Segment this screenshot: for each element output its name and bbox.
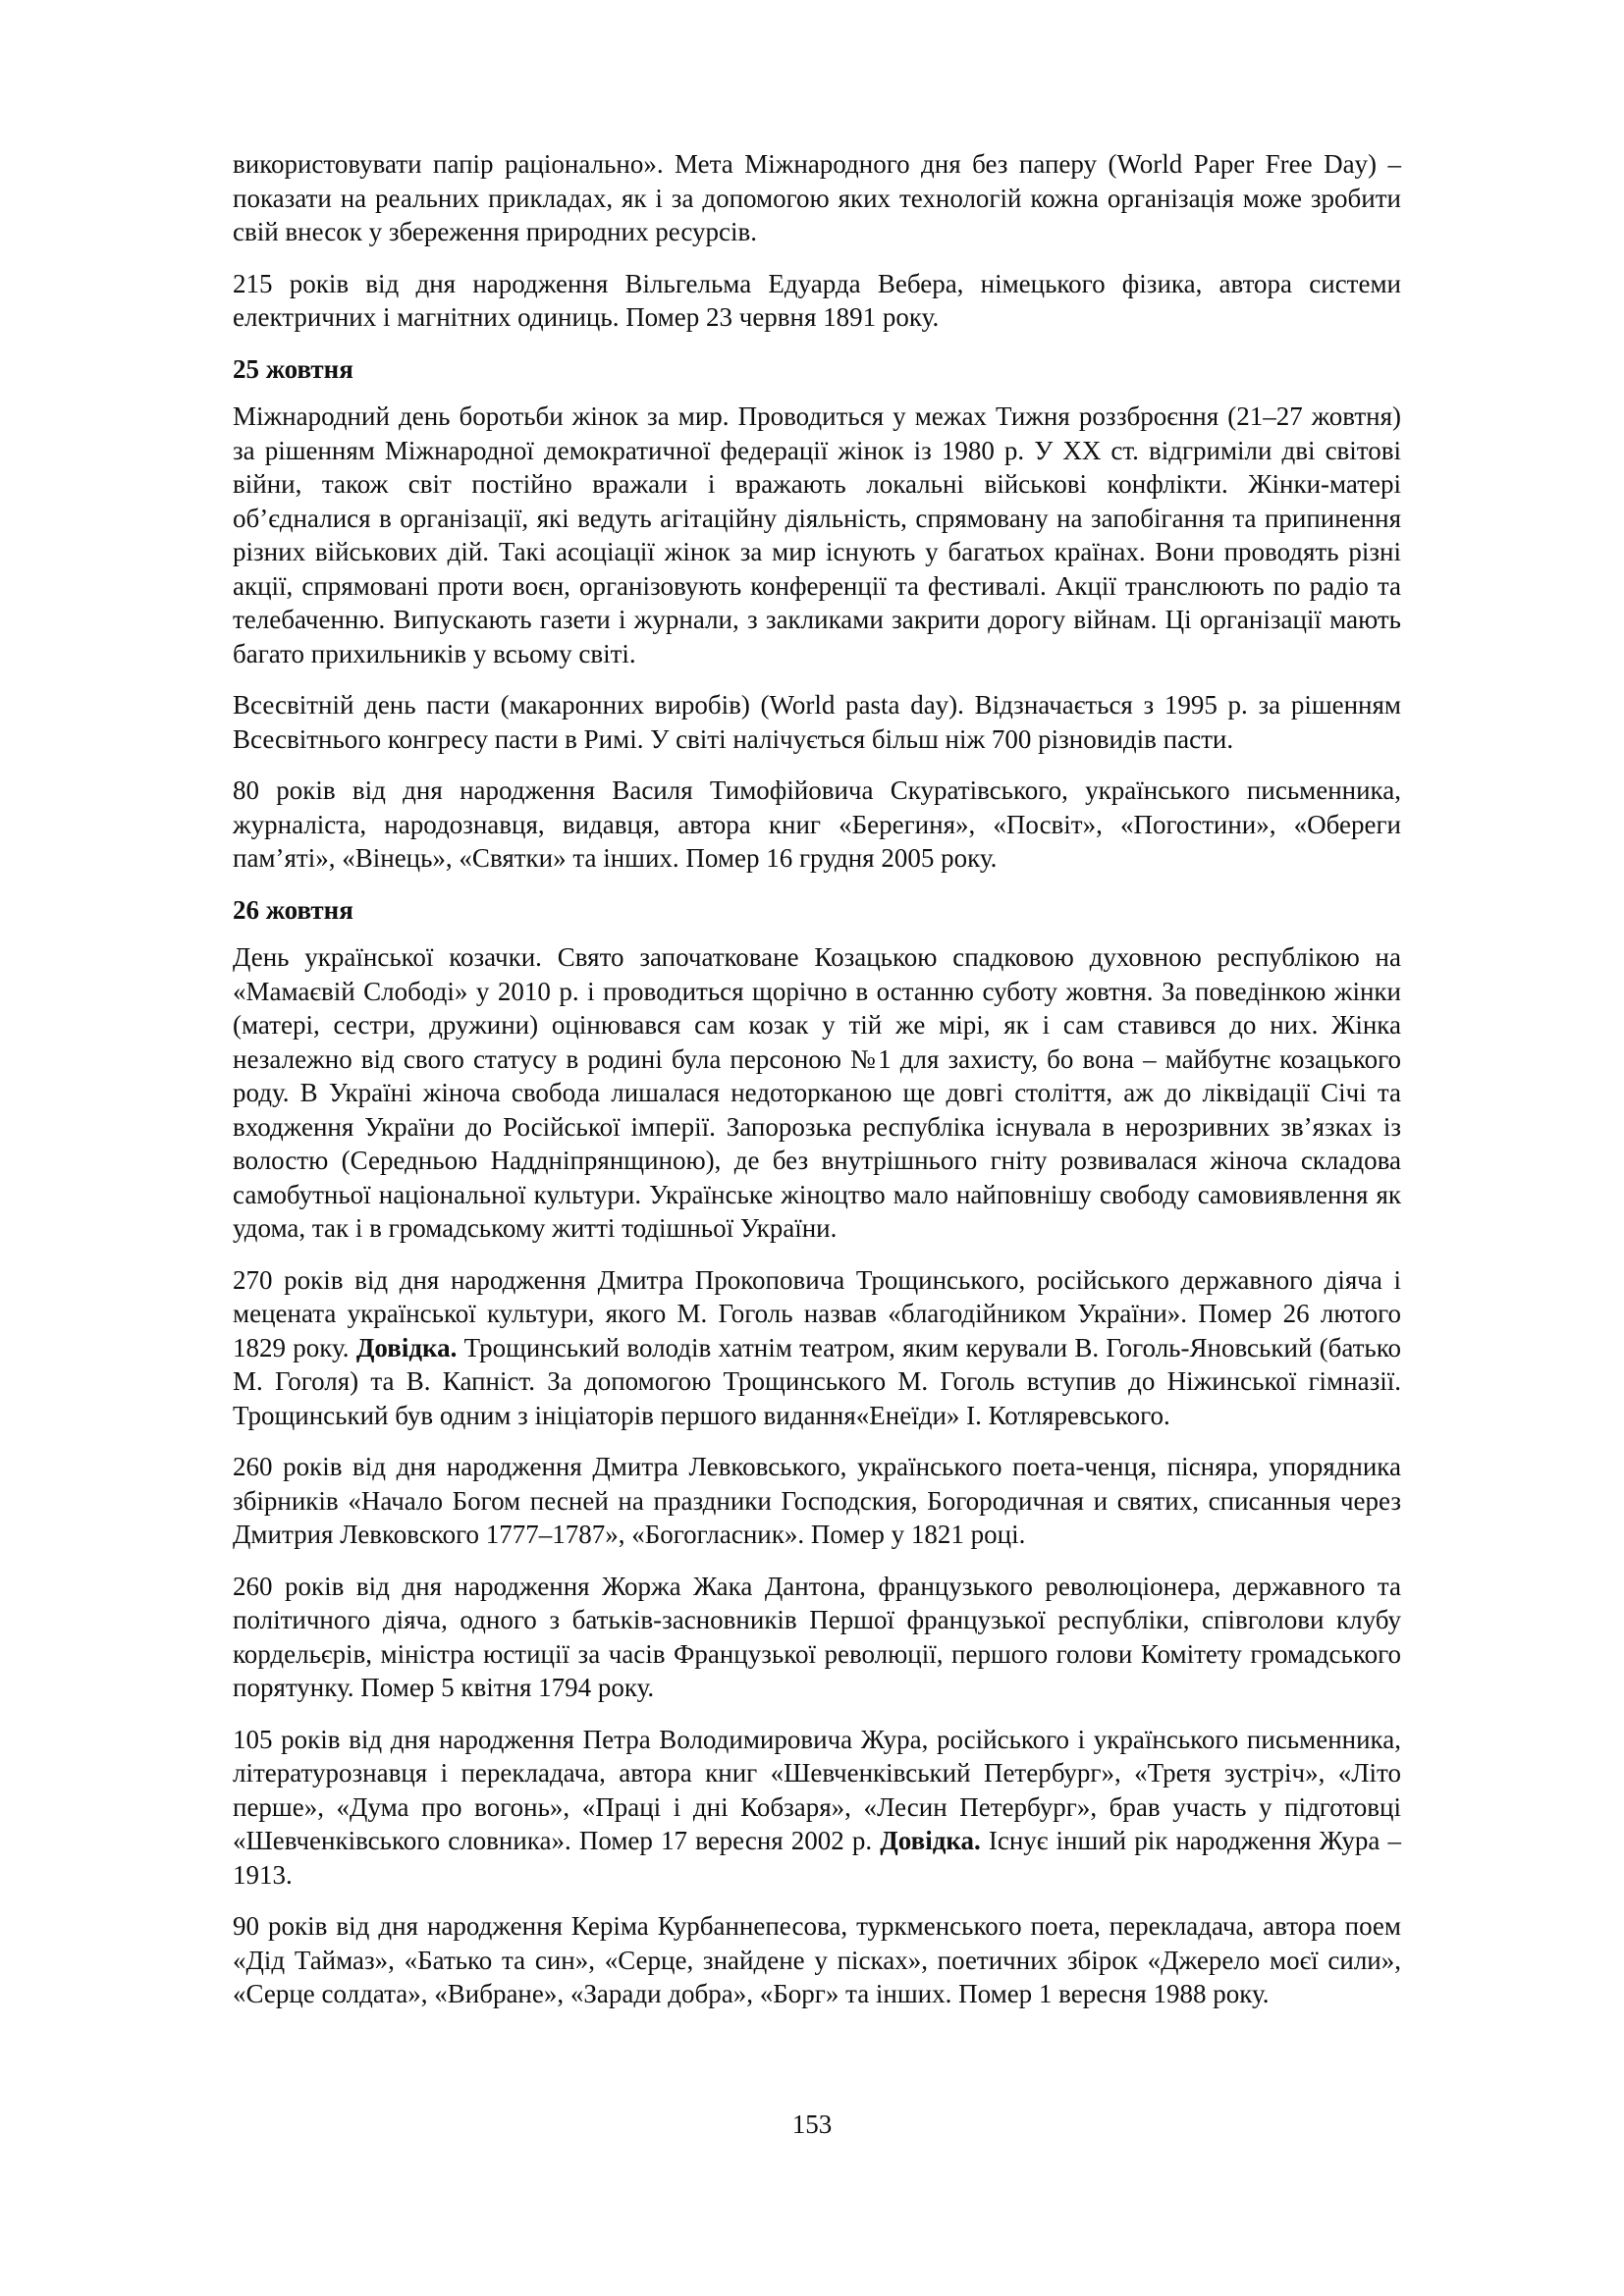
paragraph-zhur-note: Існує інший рік народження Жура – 1913. <box>233 1826 1401 1890</box>
document-body <box>233 147 1401 2029</box>
paragraph-troshchinsky <box>233 1263 1401 1433</box>
paragraph-cossack-woman-day: День української козачки. Свято започатковане Козацькою спадковою духовною республікою на «Мамаєвій Слободі» у 2010 р. і проводиться щорічно в останню суботу жовтня. За поведінкою жінки (матері, сестри, дружини) оцінювався сам козак у тій же мірі, як і сам ставився до них. Жінка незалежно від свого статусу в родині була персоною №1 для захисту, бо вона – майбутнє козацького роду. В Україні жіноча свобода лишалася недоторканою ще довгі століття, аж до ліквідації Січі та входження України до Російської імперії. Запорозька республіка існувала в нерозривних зв’язках із волостю (Середньою Наддніпрянщиною), де без внутрішнього гніту розвивалася жіноча складова самобутньої національної культури. Українське жіноцтво мало найповнішу свободу самовиявлення як удома, так і в громадському житті тодішньої України. <box>233 942 1401 1243</box>
paragraph-kurbannepesov: 90 років від дня народження Керіма Курбаннепесова, туркменського поета, перекладача, автора поем «Дід Таймаз», «Батько та син», «Серце, знайдене у пісках», поетичних збірок «Джерело моєї сили», «Серце солдата», «Вибране», «Заради добра», «Борг» та інших. Помер 1 вересня 1988 року. <box>233 1911 1401 2008</box>
paragraph-troshchinsky-text: 270 років від дня народження Дмитра Прокоповича Трощинського, російського державного діяча і мецената української культури, якого М. Гоголь назвав «благодійником України». Помер 26 лютого 1829 року. <box>233 1264 1401 1362</box>
paragraph-pasta-day: Всесвітній день пасти (макаронних виробів) (World pasta day). Відзначається з 1995 р. за рішенням Всесвітнього конгресу пасти в Римі. У світі налічується більш ніж 700 різновидів пасти. <box>233 690 1401 754</box>
paragraph-zhur <box>233 1723 1401 1893</box>
paragraph-levkovsky: 260 років від дня народження Дмитра Левковського, українського поета-ченця, пісняра, упорядника збірників «Начало Богом песней на праздники Господския, Богородичная и святих, списанныя через Дмитрия Левковского 1777–1787», «Богогласник». Помер у 1821 році. <box>233 1452 1401 1549</box>
paragraph-zhur-text: 105 років від дня народження Петра Володимировича Жура, російського і українського письменника, літературознавця і перекладача, автора книг «Шевченківський Петербург», «Третя зустріч», «Літо перше», «Дума про вогонь», «Праці і дні Кобзаря», «Лесин Петербург», брав участь у підготовці «Шевченківського словника». Помер 17 вересня 2002 р. <box>233 1724 1401 1855</box>
paragraph-skuratovsky: 80 років від дня народження Василя Тимофійовича Скуратівського, українського письменника, журналіста, народознавця, видавця, автора книг «Берегиня», «Посвіт», «Погостини», «Обереги пам’яті», «Вінець», «Святки» та інших. Помер 16 грудня 2005 року. <box>233 775 1401 873</box>
date-heading-oct-25: 25 жовтня <box>233 353 353 384</box>
paragraph-women-peace-day: Міжнародний день боротьби жінок за мир. Проводиться у межах Тижня роззброєння (21–27 жовтня) за рішенням Міжнародної демократичної федерації жінок із 1980 р. У ХХ ст. відгриміли дві світові війни, також світ постійно вражали і вражають локальні військові конфлікти. Жінки-матері об’єдналися в організації, які ведуть агітаційну діяльність, спрямовану на запобігання та припинення різних військових дій. Такі асоціації жінок за мир існують у багатьох країнах. Вони проводять різні акції, спрямовані проти воєн, організовують конференції та фестивалі. Акції транслюють по радіо та телебаченню. Випускають газети і журнали, з закликами закрити дорогу війнам. Ці організації мають багато прихильників у всьому світі. <box>233 401 1401 668</box>
paragraph-weber: 215 років від дня народження Вільгельма Едуарда Вебера, німецького фізика, автора системи електричних і магнітних одиниць. Помер 23 червня 1891 року. <box>233 268 1401 332</box>
note-label: Довідка. <box>880 1826 981 1855</box>
paragraph-paper-free-day: використовувати папір раціонально». Мета Міжнародного дня без паперу (World Paper Free Day) – показати на реальних прикладах, як і за допомогою яких технологій кожна організація може зробити свій внесок у збереження природних ресурсів. <box>233 149 1401 246</box>
note-label: Довідка. <box>355 1332 458 1362</box>
paragraph-troshchinsky-note: Трощинський володів хатнім театром, яким керували В. Гоголь-Яновський (батько М. Гоголя) та В. Капніст. За допомогою Трощинського М. Гоголь вступив до Ніжинської гімназії. Трощинський був одним з ініціаторів першого видання«Енеїди» І. Котляревського. <box>233 1332 1401 1430</box>
page-number: 153 <box>791 2109 833 2139</box>
date-heading-oct-26: 26 жовтня <box>233 894 353 925</box>
paragraph-danton: 260 років від дня народження Жоржа Жака Дантона, французького революціонера, державного та політичного діяча, одного з батьків-засновників Першої французької республіки, співголови клубу кордельєрів, міністра юстиції за часів Французької революції, першого голови Комітету громадського порятунку. Помер 5 квітня 1794 року. <box>233 1571 1401 1702</box>
